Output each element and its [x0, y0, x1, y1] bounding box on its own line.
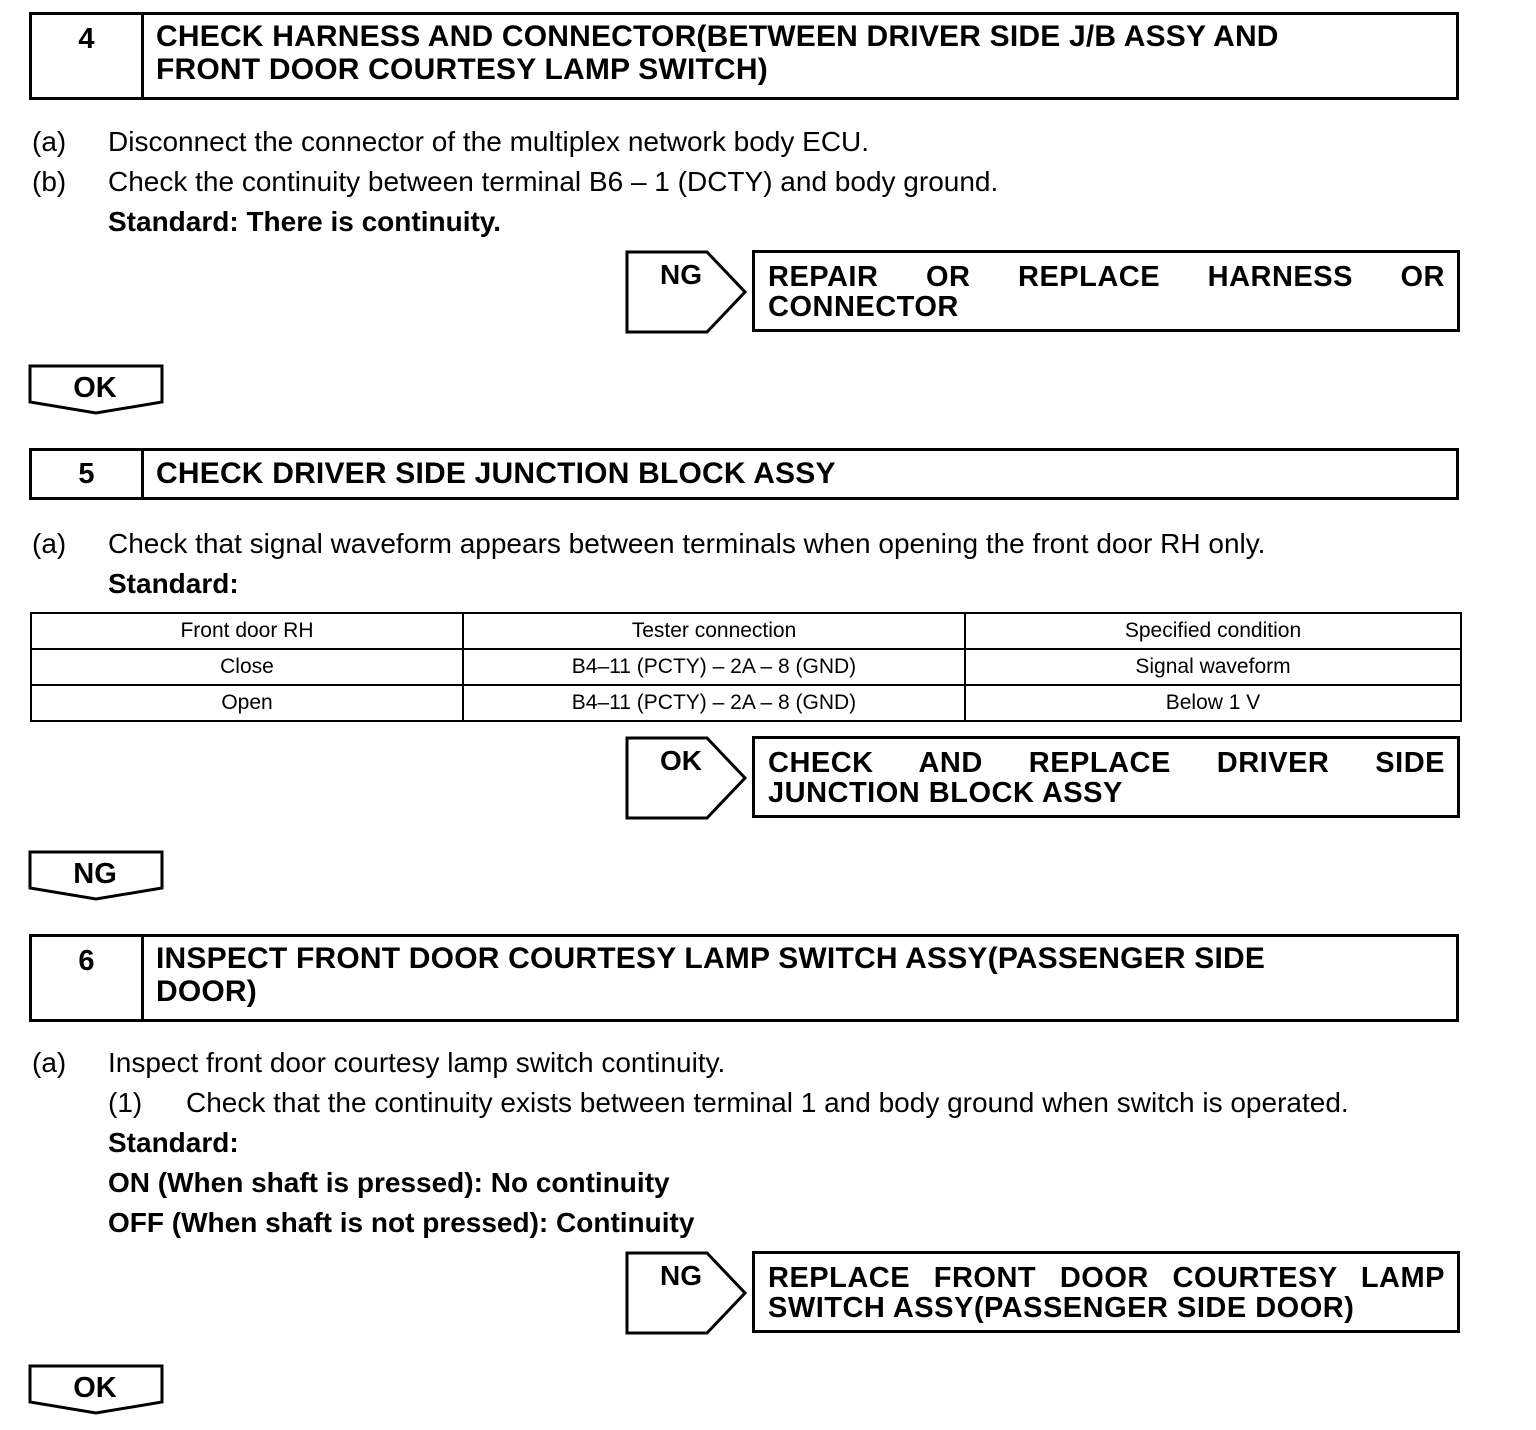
standard-text: Standard: — [108, 568, 239, 599]
item-marker: (a) — [32, 126, 67, 157]
result-box — [752, 250, 1460, 332]
table-cell: Close — [31, 649, 463, 685]
step-title — [144, 15, 1456, 97]
item-text: Disconnect the connector of the multiplex network body ECU. — [108, 126, 870, 157]
table-header-cell: Tester connection — [463, 613, 965, 649]
step-title: CHECK DRIVER SIDE JUNCTION BLOCK ASSY — [156, 457, 836, 490]
result-line-1: REPAIR OR REPLACE HARNESS OR — [768, 261, 1445, 293]
table-cell: B4–11 (PCTY) – 2A – 8 (GND) — [463, 685, 965, 721]
branch-label: NG — [660, 1260, 702, 1291]
result-box — [752, 736, 1460, 818]
branch-label: NG — [660, 259, 702, 290]
flow-label: OK — [73, 372, 117, 404]
step-6-header — [29, 934, 1459, 1022]
item-marker: (a) — [32, 1047, 67, 1078]
item-marker: (b) — [32, 166, 67, 197]
table-row — [31, 685, 1461, 721]
step-number: 4 — [32, 15, 144, 97]
step-title-line-1: CHECK HARNESS AND CONNECTOR(BETWEEN DRIVER SIDE J/B ASSY AND — [156, 20, 1279, 53]
result-line-2: JUNCTION BLOCK ASSY — [768, 777, 1123, 809]
table-header-cell: Front door RH — [31, 613, 463, 649]
branch-label: OK — [660, 745, 702, 776]
result-line-2: CONNECTOR — [768, 291, 959, 323]
item-text: Check that signal waveform appears between terminals when opening the front door RH only. — [108, 528, 1266, 559]
table-cell: Open — [31, 685, 463, 721]
sub-item-marker: (1) — [108, 1087, 143, 1118]
result-line-1: REPLACE FRONT DOOR COURTESY LAMP — [768, 1262, 1445, 1294]
table-cell: B4–11 (PCTY) – 2A – 8 (GND) — [463, 649, 965, 685]
step-number: 5 — [32, 451, 144, 497]
step-title-line-2: FRONT DOOR COURTESY LAMP SWITCH) — [156, 53, 768, 86]
result-box — [752, 1251, 1460, 1333]
step-4-header — [29, 12, 1459, 100]
flow-label: NG — [73, 858, 117, 890]
standard-on-text: ON (When shaft is pressed): No continuity — [108, 1167, 670, 1198]
standard-text: Standard: There is continuity. — [108, 206, 502, 237]
standard-off-text: OFF (When shaft is not pressed): Continuity — [108, 1207, 695, 1238]
result-line-2: SWITCH ASSY(PASSENGER SIDE DOOR) — [768, 1292, 1355, 1324]
flow-label: OK — [73, 1372, 117, 1404]
step-5-header — [29, 448, 1459, 500]
step-title-line-1: INSPECT FRONT DOOR COURTESY LAMP SWITCH ASSY(PASSENGER SIDE — [156, 942, 1266, 975]
table-row — [31, 649, 1461, 685]
step-number: 6 — [32, 937, 144, 1019]
spec-table — [30, 612, 1462, 722]
result-line-1: CHECK AND REPLACE DRIVER SIDE — [768, 747, 1445, 779]
item-text: Inspect front door courtesy lamp switch continuity. — [108, 1047, 726, 1078]
standard-text: Standard: — [108, 1127, 239, 1158]
table-header-row — [31, 613, 1461, 649]
table-header-cell: Specified condition — [965, 613, 1461, 649]
step-title — [144, 937, 1456, 1019]
table-cell: Below 1 V — [965, 685, 1461, 721]
item-text: Check the continuity between terminal B6 – 1 (DCTY) and body ground. — [108, 166, 999, 197]
step-title-line-2: DOOR) — [156, 975, 257, 1008]
item-marker: (a) — [32, 528, 67, 559]
sub-item-text: Check that the continuity exists between terminal 1 and body ground when switch is operated. — [186, 1087, 1349, 1118]
table-cell: Signal waveform — [965, 649, 1461, 685]
